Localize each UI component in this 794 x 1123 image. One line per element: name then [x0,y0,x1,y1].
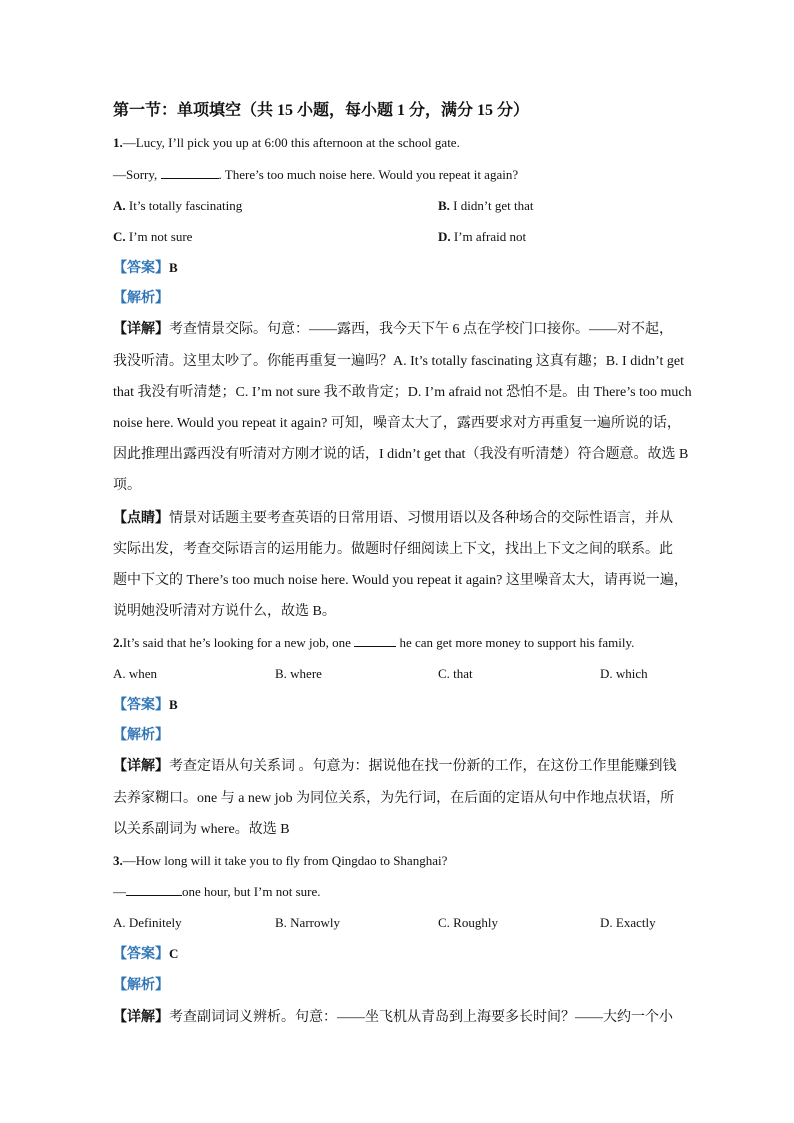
tip-line: 实际出发，考查交际语言的运用能力。做题时仔细阅读上下文，找出上下文之间的联系。此 [113,542,673,557]
option-text: I didn’t get that [449,198,534,213]
question-text: It’s said that he’s looking for a new job, one [122,635,355,650]
option-letter: C. [438,915,450,930]
detail-text: 考查定语从句关系词 。句意为：据说他在找一份新的工作，在这份工作里能赚到钱 [169,759,677,774]
reply-start: —Sorry, [113,167,161,182]
question-text: he can get more money to support his family. [396,635,635,650]
option-text: Exactly [612,915,656,930]
detail-line: noise here. Would you repeat it again? 可知，噪音太大了，露西要求对方再重复一遍所说的话， [113,416,681,431]
detail-text: 考查副词词义辨析。句意：——坐飞机从青岛到上海要多长时间？——大约一个小 [169,1010,673,1025]
option-d [600,914,656,932]
option-text: which [612,666,648,681]
option-letter: B. [275,915,287,930]
answer-blank [161,166,219,179]
question-number: 1. [113,135,123,150]
option-letter: C. [113,229,126,244]
reply-end: one hour, but I’m not sure. [182,884,321,899]
detail-line [113,1009,673,1027]
tip-line [113,510,673,528]
option-text: Definitely [125,915,182,930]
tip-line: 题中下文的 There’s too much noise here. Would you repeat it again? 这里噪音太大，请再说一遍， [113,573,688,588]
detail-line: that 我没有听清楚；C. I’m not sure 我不敢肯定；D. I’m afraid not 恐怕不是。由 There’s too much [113,385,692,400]
tip-tag: 【点睛】 [113,511,169,526]
answer-blank [126,883,182,896]
option-letter: C. [438,666,450,681]
answer-line [113,259,178,278]
detail-line [113,321,673,339]
option-letter: A. [113,198,126,213]
detail-line: 项。 [113,478,141,493]
option-letter: D. [600,915,613,930]
answer-tag: 【答案】 [113,947,169,962]
option-text: I’m afraid not [450,229,527,244]
answer-tag: 【答案】 [113,261,169,276]
question-3-reply [113,883,320,901]
option-letter: B. [275,666,287,681]
answer-tag: 【答案】 [113,698,169,713]
answer-blank [354,634,396,647]
option-text: It’s totally fascinating [125,198,243,213]
option-letter: D. [438,229,451,244]
question-1-reply [113,166,518,184]
option-c [438,914,498,932]
option-text: when [125,666,158,681]
reply-end: . There’s too much noise here. Would you repeat it again? [218,167,519,182]
detail-tag: 【详解】 [113,759,169,774]
option-b [438,197,533,215]
answer-value: C [169,946,179,961]
question-text: —Lucy, I’ll pick you up at 6:00 this afternoon at the school gate. [122,135,460,150]
option-b [275,914,340,932]
option-d [438,228,526,246]
answer-line [113,696,178,715]
detail-line: 以关系副词为 where。故选 B [113,822,290,837]
option-letter: A. [113,915,126,930]
option-text: Roughly [449,915,498,930]
detail-text: 考查情景交际。句意：——露西，我今天下午 6 点在学校门口接你。——对不起， [169,322,673,337]
option-text: that [449,666,473,681]
answer-value: B [169,697,178,712]
option-c [113,228,192,246]
option-c [438,665,473,683]
detail-line: 因此推理出露西没有听清对方刚才说的话，I didn’t get that（我没有听清楚）符合题意。故选 B [113,447,689,462]
option-letter: A. [113,666,126,681]
question-1-prompt [113,134,460,152]
analysis-tag: 【解析】 [113,291,169,306]
option-a [113,914,182,932]
analysis-tag: 【解析】 [113,728,169,743]
question-text: —How long will it take you to fly from Qingdao to Shanghai? [122,853,448,868]
option-b [275,665,322,683]
section-title: 第一节：单项填空（共 15 小题，每小题 1 分，满分 15 分） [113,102,530,119]
question-number: 2. [113,635,123,650]
tip-line: 说明她没听清对方说什么，故选 B。 [113,604,336,619]
question-2-prompt [113,634,634,652]
option-letter: D. [600,666,613,681]
option-a [113,197,242,215]
detail-line: 去养家糊口。one 与 a new job 为同位关系，为先行词，在后面的定语从句中作地点状语，所 [113,791,675,806]
option-a [113,665,157,683]
option-text: where [286,666,322,681]
answer-value: B [169,260,178,275]
option-d [600,665,648,683]
option-text: Narrowly [286,915,340,930]
answer-line [113,945,178,964]
tip-text: 情景对话题主要考查英语的日常用语、习惯用语以及各种场合的交际性语言，并从 [169,511,673,526]
reply-start: — [113,884,126,899]
option-text: I’m not sure [125,229,193,244]
question-number: 3. [113,853,123,868]
question-3-prompt [113,852,447,870]
detail-line [113,758,677,776]
option-letter: B. [438,198,450,213]
detail-line: 我没听清。这里太吵了。你能再重复一遍吗？A. It’s totally fascinating 这真有趣；B. I didn’t get [113,354,684,369]
detail-tag: 【详解】 [113,322,169,337]
analysis-tag: 【解析】 [113,978,169,993]
detail-tag: 【详解】 [113,1010,169,1025]
